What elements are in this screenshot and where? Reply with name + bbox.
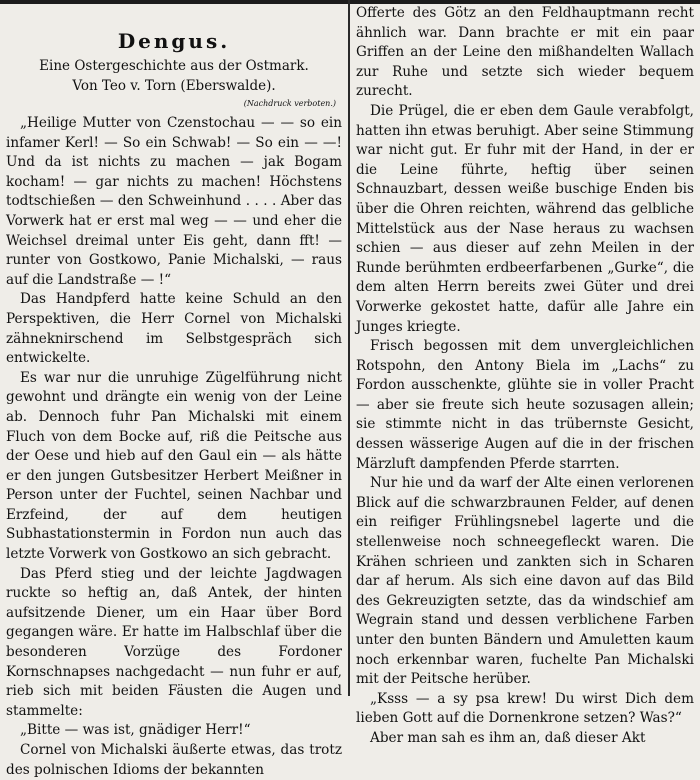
paragraph: Das Handpferd hatte keine Schuld an den Perspektiven, die Herr Cornel von Michalski zähneknirschend im Selbstgespräch sich entwickelte. <box>6 291 342 367</box>
article-subtitle: Eine Ostergeschichte aus der Ostmark. <box>39 58 309 74</box>
paragraph-continuation: Offerte des Götz an den Feldhauptmann recht ähnlich war. Dann brachte er mit ein paar Griffen an der Leine den mißhandelten Wallach zur Ruhe und setzte sich wieder bequem zurecht. <box>356 5 694 100</box>
paragraph: Die Prügel, die er eben dem Gaule verabfolgt, hatten ihn etwas beruhigt. Aber seine Stimmung war nicht gut. Er fuhr mit der Hand, in der er die Leine führte, heftig über seinen Schnauzbart, dessen weiße buschige Enden bis über die Ohren reichten, während das gelbliche Mittelstück aus der Nase heraus zu wachsen schien — aus dieser auf zehn Meilen in der Runde berühmten erdbeerfarbenen „Gurke“, die dem alten Herrn bereits zwei Güter und drei Vorwerke gekostet hatte, dafür alle Jahre ein Junges kriegte. <box>356 102 694 335</box>
article-byline: Von Teo v. Torn (Eberswalde). <box>72 78 276 94</box>
paragraph: „Bitte — was ist, gnädiger Herr!“ <box>20 722 251 739</box>
paragraph: Das Pferd stieg und der leichte Jagdwagen ruckte so heftig an, daß Antek, der hinten aufsitzende Diener, um ein Haar über Bord gegangen wäre. Er hatte im Halbschlaf über die besonderen Vorzüge des Fordoner Kornschnapses nachgedacht — nun fuhr er auf, rieb sich mit beiden Fäusten die Augen und stammelte: <box>6 565 342 719</box>
column-divider <box>348 0 350 696</box>
reprint-note: (Nachdruck verboten.) <box>243 99 336 108</box>
paragraph: „Heilige Mutter von Czenstochau — — so ein infamer Kerl! — So ein Schwab! — So ein — —! Und da ist nichts zu machen — jak Bogam kocham! — gar nichts zu machen! Höchstens todtschießen — den Schweinhund . . . . Aber das Vorwerk hat er erst mal weg — — und eher die Weichsel dreimal unter Eis geht, dann fft! — runter von Gostkowo, Panie Michalski, — raus auf die Landstraße — !“ <box>6 115 342 288</box>
article-title: Dengus. <box>117 29 231 53</box>
paragraph: Aber man sah es ihm an, daß dieser Akt <box>370 729 646 746</box>
paragraph: „Ksss — a sy psa krew! Du wirst Dich dem lieben Gott auf die Dornenkrone setzen? Was?“ <box>356 690 694 727</box>
paragraph: Nur hie und da warf der Alte einen verlorenen Blick auf die schwarzbraunen Felder, auf denen ein reifiger Frühlingsnebel lagerte und die stellenweise noch schneegefleckt waren. Die Krähen schrieen und zankten sich in Scharen dar af herum. Als sich eine davon auf das Bild des Gekreuzigten setzte, das da windschief am Wegrain stand und dessen verblichene Farben unter den bunten Bändern und Amuletten kaum noch erkennbar waren, fuchelte Pan Michalski mit der Peitsche herüber. <box>356 475 694 688</box>
left-column <box>6 4 342 778</box>
paragraph: Es war nur die unruhige Zügelführung nicht gewohnt und drängte ein wenig von der Leine ab. Dennoch fuhr Pan Michalski mit einem Fluch von dem Bocke auf, riß die Peitsche aus der Oese und hieb auf den Gaul ein — als hätte er den jungen Gutsbesitzer Herbert Meißner in Person unter der Fuchtel, seinen Nachbar und Erzfeind, der auf dem heutigen Subhastationstermin in Fordon nun auch das letzte Vorwerk von Gostkowo an sich gebracht. <box>6 369 342 563</box>
paragraph: Cornel von Michalski äußerte etwas, das trotz des polnischen Idioms der bekannten <box>6 742 342 778</box>
right-column <box>356 4 694 746</box>
paragraph: Frisch begossen mit dem unvergleichlichen Rotspohn, den Antony Biela im „Lachs“ zu Fordon ausschenkte, glühte sie in voller Pracht — aber sie freute sich heute sozusagen allein; sie stimmte nicht in das trübernste Gesicht, dessen wässerige Augen auf die in der frischen Märzluft dampfenden Pferde starrten. <box>356 338 694 472</box>
